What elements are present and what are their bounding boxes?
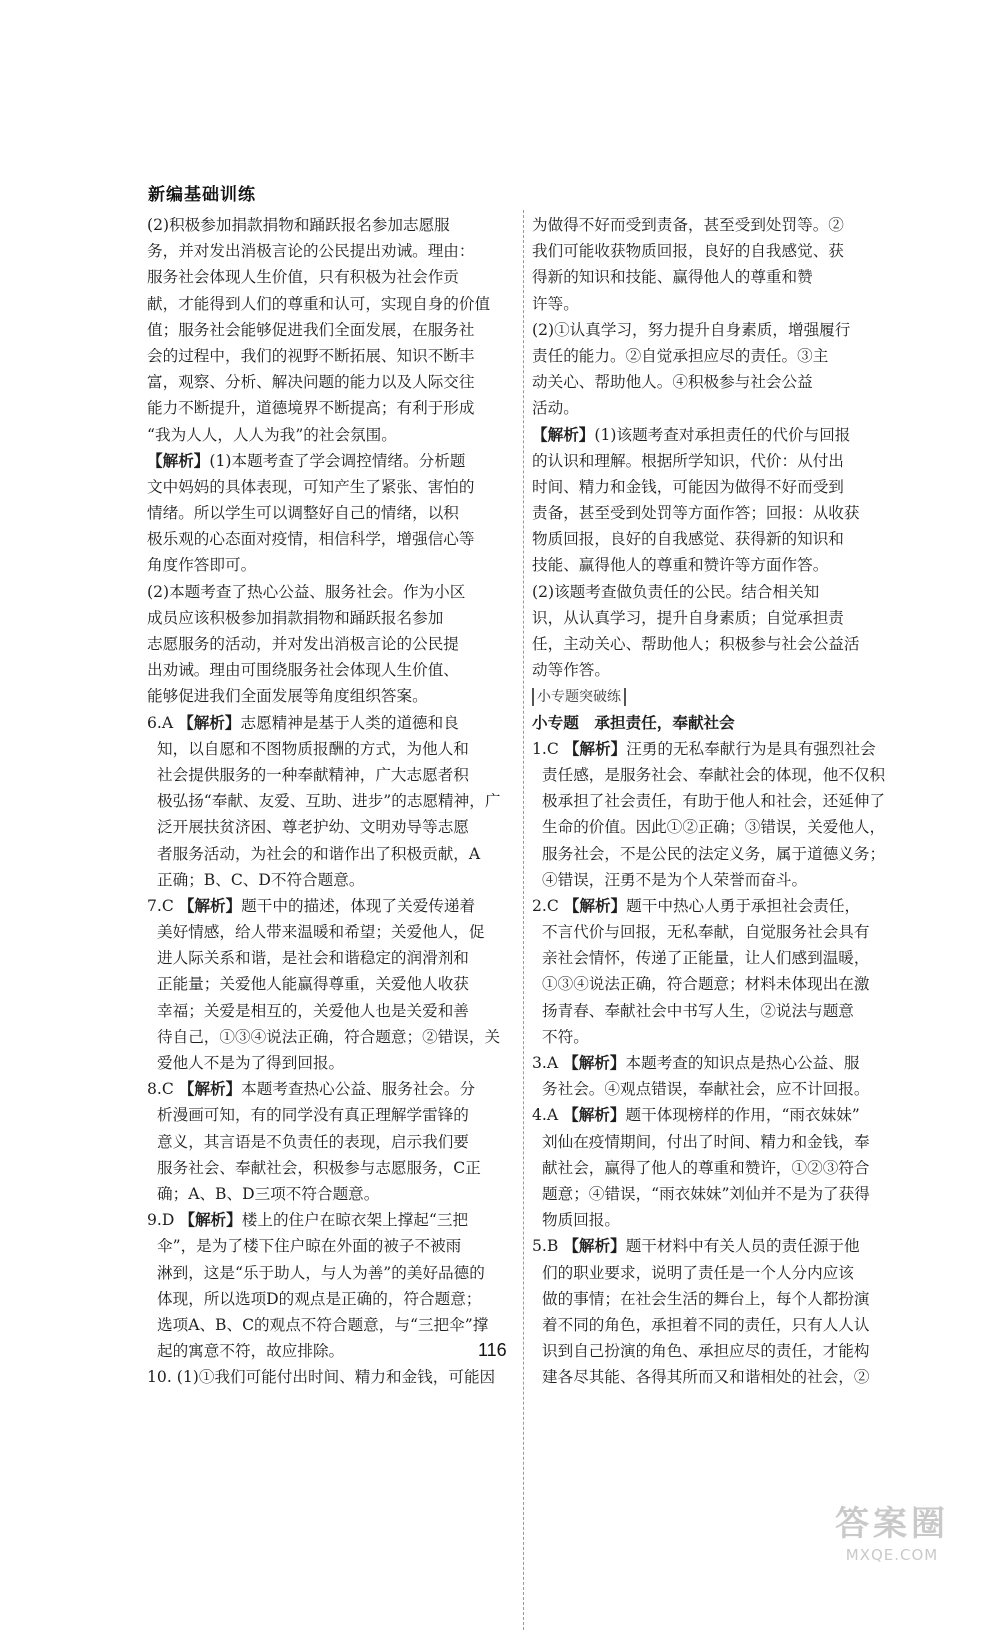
text-line — [532, 841, 902, 867]
text-line — [532, 526, 902, 552]
line-text: (2)积极参加捐款捐物和踊跃报名参加志愿服 — [147, 216, 450, 234]
line-text: 题干中的描述，体现了关爱传递着 — [241, 896, 476, 915]
text-line — [532, 1155, 902, 1181]
right-column — [532, 212, 902, 1390]
line-text: 富，观察、分析、解决问题的能力以及人际交往 — [147, 373, 475, 392]
line-text: 不符。 — [542, 1027, 589, 1046]
question-number: 3.A — [532, 1054, 559, 1072]
page-number: 116 — [478, 1340, 507, 1360]
text-line — [532, 1024, 902, 1050]
text-line — [532, 683, 902, 709]
analysis-label: 【解析】 — [178, 713, 241, 732]
line-text: 着不同的角色，承担着不同的责任，只有人人认 — [542, 1315, 870, 1334]
line-text: 建各尽其能、各得其所而又和谐相处的社会，② — [542, 1368, 870, 1387]
text-line — [532, 1207, 902, 1233]
line-text: 成员应该积极参加捐款捐物和踊跃报名参加 — [147, 608, 444, 627]
line-text: 得新的知识和技能、赢得他人的尊重和赞 — [532, 268, 813, 287]
analysis-label: 【解析】 — [178, 896, 242, 915]
text-line — [532, 762, 902, 788]
text-line — [147, 395, 515, 421]
text-line — [532, 212, 902, 238]
line-text: 楼上的住户在晾衣架上撑起“三把 — [241, 1211, 469, 1230]
line-text: 的认识和理解。根据所学知识，代价：从付出 — [532, 451, 844, 470]
text-line — [532, 474, 902, 500]
text-line — [532, 448, 902, 474]
text-line — [532, 998, 902, 1024]
text-line — [147, 1181, 515, 1207]
line-text: 物质回报，良好的自我感觉、获得新的知识和 — [532, 530, 844, 549]
line-text: 伞”，是为了楼下住户晾在外面的被子不被雨 — [157, 1237, 462, 1256]
text-line — [147, 919, 515, 945]
line-text: 本题考查热心公益、服务社会。分 — [241, 1080, 476, 1099]
text-line — [147, 631, 515, 657]
line-text: 正确；B、C、D不符合题意。 — [157, 870, 365, 889]
line-text: (1)①我们可能付出时间、精力和金钱，可能因 — [176, 1368, 496, 1387]
line-text: 知，以自愿和不图物质报酬的方式，为他人和 — [157, 739, 469, 758]
line-text: 汪勇的无私奉献行为是具有强烈社会 — [626, 739, 876, 758]
text-line — [532, 1260, 902, 1286]
text-line — [532, 369, 902, 395]
line-text: 社会提供服务的一种奉献精神，广大志愿者积 — [157, 765, 469, 784]
text-line — [147, 552, 515, 578]
line-text: 技能、赢得他人的尊重和赞许等方面作答。 — [532, 556, 829, 575]
line-text: (1)该题考查对承担责任的代价与回报 — [594, 425, 851, 444]
text-line — [532, 500, 902, 526]
text-line — [147, 1129, 515, 1155]
text-line — [532, 1286, 902, 1312]
line-text: 题干材料中有关人员的责任源于他 — [625, 1237, 860, 1256]
left-column — [147, 212, 515, 1390]
line-text: 献社会，赢得了他人的尊重和赞许，①②③符合 — [542, 1158, 870, 1177]
text-line — [147, 788, 515, 814]
line-text: 正能量；关爱他人能赢得尊重，关爱他人收获 — [157, 975, 469, 994]
line-text: 务社会。④观点错误，奉献社会，应不计回报。 — [542, 1080, 870, 1099]
line-text: (1)本题考查了学会调控情绪。分析题 — [209, 451, 466, 470]
text-line — [532, 343, 902, 369]
line-text: 本题考查的知识点是热心公益、服 — [625, 1054, 860, 1072]
line-text: 爱他人不是为了得到回报。 — [157, 1054, 345, 1072]
text-line — [532, 1312, 902, 1338]
line-text: 物质回报。 — [542, 1211, 620, 1230]
line-text: 志愿服务的活动，并对发出消极言论的公民提 — [147, 635, 459, 653]
question-number: 9.D — [147, 1211, 175, 1230]
question-number: 7.C — [147, 896, 174, 915]
text-line — [147, 1207, 515, 1233]
text-line — [532, 893, 902, 919]
line-text: 做的事情；在社会生活的舞台上，每个人都扮演 — [542, 1289, 870, 1308]
line-text: 者服务活动，为社会的和谐作出了积极贡献，A — [157, 844, 481, 863]
text-line — [147, 683, 515, 709]
text-line — [147, 1102, 515, 1128]
text-line — [147, 762, 515, 788]
text-line — [532, 1050, 902, 1076]
line-text: “我为人人，人人为我”的社会氛围。 — [147, 425, 397, 444]
text-line — [147, 1338, 515, 1364]
text-line — [147, 1260, 515, 1286]
text-line — [147, 238, 515, 264]
line-text: 会的过程中，我们的视野不断拓展、知识不断丰 — [147, 346, 475, 365]
text-line — [147, 343, 515, 369]
line-text: 值；服务社会能够促进我们全面发展，在服务社 — [147, 320, 475, 339]
line-text: (2)本题考查了热心公益、服务社会。作为小区 — [147, 582, 466, 601]
line-text: 泛开展扶贫济困、尊老护幼、文明劝导等志愿 — [157, 818, 469, 837]
text-line — [147, 526, 515, 552]
line-text: 任，主动关心、帮助他人；积极参与社会公益活 — [532, 635, 860, 653]
question-number: 10. — [147, 1368, 172, 1387]
line-text: 时间、精力和金钱，可能因为做得不好而受到 — [532, 477, 844, 496]
text-line — [147, 448, 515, 474]
text-line — [147, 841, 515, 867]
text-line — [147, 317, 515, 343]
analysis-label: 【解析】 — [563, 1237, 626, 1256]
text-line — [147, 1233, 515, 1259]
line-text: (2)该题考查做负责任的公民。结合相关知 — [532, 582, 820, 601]
text-line — [147, 710, 515, 736]
analysis-label: 【解析】 — [563, 1054, 626, 1072]
text-line — [532, 422, 902, 448]
text-line — [532, 1129, 902, 1155]
text-line — [532, 1364, 902, 1390]
question-number: 4.A — [532, 1106, 559, 1125]
line-text: 服务社会，不是公民的法定义务，属于道德义务； — [542, 844, 886, 863]
text-line — [532, 710, 902, 736]
line-text: 责任的能力。②自觉承担应尽的责任。③主 — [532, 346, 829, 365]
line-text: 生命的价值。因此①②正确；③错误，关爱他人， — [542, 818, 886, 837]
line-text: 我们可能收获物质回报，良好的自我感觉、获 — [532, 242, 844, 261]
text-line — [147, 1286, 515, 1312]
section-title: 小专题 承担责任，奉献社会 — [532, 713, 735, 732]
text-line — [147, 998, 515, 1024]
text-line — [147, 814, 515, 840]
text-line — [147, 579, 515, 605]
line-text: 刘仙在疫情期间，付出了时间、精力和金钱，奉 — [542, 1132, 870, 1151]
line-text: 为做得不好而受到责备，甚至受到处罚等。② — [532, 216, 844, 234]
line-text: 角度作答即可。 — [147, 556, 257, 575]
question-number: 5.B — [532, 1237, 559, 1256]
line-text: 扬青春、奉献社会中书写人生，②说法与题意 — [542, 1001, 854, 1020]
line-text: ④错误，汪勇不是为个人荣誉而奋斗。 — [542, 870, 808, 889]
line-text: 亲社会情怀，传递了正能量，让人们感到温暖， — [542, 949, 870, 968]
text-line — [147, 500, 515, 526]
text-line — [532, 971, 902, 997]
text-line — [147, 474, 515, 500]
line-text: 进人际关系和谐，是社会和谐稳定的润滑剂和 — [157, 949, 469, 968]
text-line — [147, 1024, 515, 1050]
text-line — [147, 736, 515, 762]
text-line — [532, 395, 902, 421]
line-text: 们的职业要求，说明了责任是一个人分内应该 — [542, 1263, 854, 1282]
section-header: 新编基础训练 — [148, 185, 256, 205]
line-text: 题干中热心人勇于承担社会责任， — [626, 896, 861, 915]
text-line — [532, 1076, 902, 1102]
line-text: 能够促进我们全面发展等角度组织答案。 — [147, 687, 428, 706]
analysis-label: 【解析】 — [179, 1211, 242, 1230]
line-text: 能力不断提升，道德境界不断提高；有利于形成 — [147, 399, 475, 418]
line-text: ①③④说法正确，符合题意；材料未体现出在激 — [542, 975, 870, 994]
text-line — [147, 1312, 515, 1338]
text-line — [532, 788, 902, 814]
line-text: 动等作答。 — [532, 661, 610, 680]
line-text: 服务社会体现人生价值，只有积极为社会作贡 — [147, 268, 459, 287]
line-text: 责备，甚至受到处罚等方面作答；回报：从收获 — [532, 504, 860, 523]
text-line — [532, 579, 902, 605]
line-text: 务，并对发出消极言论的公民提出劝诫。理由： — [147, 242, 475, 261]
text-line — [147, 893, 515, 919]
line-text: 确；A、B、D三项不符合题意。 — [157, 1184, 380, 1203]
analysis-label: 【解析】 — [532, 425, 595, 444]
line-text: (2)①认真学习，努力提升自身素质，增强履行 — [532, 320, 851, 339]
line-text: 题干体现榜样的作用，“雨衣妹妹” — [625, 1106, 860, 1125]
line-text: 识，从认真学习，提升自身素质；自觉承担责 — [532, 608, 844, 627]
text-line — [532, 657, 902, 683]
line-text: 极乐观的心态面对疫情，相信科学，增强信心等 — [147, 530, 475, 549]
text-line — [147, 971, 515, 997]
text-line — [532, 631, 902, 657]
text-line — [532, 264, 902, 290]
text-line — [147, 422, 515, 448]
line-text: 文中妈妈的具体表现，可知产生了紧张、害怕的 — [147, 477, 475, 496]
line-text: 动关心、帮助他人。④积极参与社会公益 — [532, 373, 813, 392]
line-text: 题意；④错误，“雨衣妹妹”刘仙并不是为了获得 — [542, 1184, 870, 1203]
watermark — [812, 1502, 972, 1582]
analysis-label: 【解析】 — [563, 896, 627, 915]
text-line — [532, 238, 902, 264]
line-text: 极承担了社会责任，有助于他人和社会，还延伸了 — [542, 792, 886, 811]
text-line — [532, 605, 902, 631]
analysis-label: 【解析】 — [563, 1106, 626, 1125]
text-line — [147, 212, 515, 238]
line-text: 不言代价与回报，无私奉献，自觉服务社会具有 — [542, 923, 870, 942]
text-line — [147, 1076, 515, 1102]
line-text: 情绪。所以学生可以调整好自己的情绪，以积 — [147, 504, 459, 523]
line-text: 待自己，①③④说法正确，符合题意；②错误，关 — [157, 1027, 501, 1046]
section-tag: 小专题突破练 — [532, 688, 626, 706]
line-text: 出劝诫。理由可围绕服务社会体现人生价值、 — [147, 661, 459, 680]
text-line — [147, 291, 515, 317]
line-text: 极弘扬“奉献、友爱、互助、进步”的志愿精神，广 — [157, 792, 501, 811]
text-line — [532, 1102, 902, 1128]
analysis-label: 【解析】 — [563, 739, 627, 758]
text-line — [147, 945, 515, 971]
line-text: 许等。 — [532, 294, 579, 313]
text-line — [532, 317, 902, 343]
text-line — [147, 867, 515, 893]
text-line — [532, 291, 902, 317]
text-line — [532, 1338, 902, 1364]
line-text: 起的寓意不符，故应排除。 — [157, 1342, 345, 1361]
text-line — [532, 1233, 902, 1259]
text-line — [147, 369, 515, 395]
line-text: 体现，所以选项D的观点是正确的，符合题意； — [157, 1289, 482, 1308]
line-text: 活动。 — [532, 399, 579, 418]
text-line — [532, 736, 902, 762]
line-text: 意义，其言语是不负责任的表现，启示我们要 — [157, 1132, 469, 1151]
text-line — [532, 867, 902, 893]
line-text: 责任感，是服务社会、奉献社会的体现，他不仅积 — [542, 765, 886, 784]
text-line — [147, 605, 515, 631]
text-line — [532, 552, 902, 578]
text-line — [147, 657, 515, 683]
question-number: 1.C — [532, 739, 559, 758]
text-line — [147, 1050, 515, 1076]
line-text: 识到自己扮演的角色、承担应尽的责任，才能构 — [542, 1342, 870, 1361]
text-line — [532, 814, 902, 840]
analysis-label: 【解析】 — [178, 1080, 242, 1099]
line-text: 选项A、B、C的观点不符合题意，与“三把伞”撑 — [157, 1315, 489, 1334]
watermark-logo: 答案圈 — [835, 1504, 949, 1544]
text-line — [147, 1155, 515, 1181]
text-line — [532, 945, 902, 971]
column-divider — [523, 210, 524, 1630]
line-text: 淋到，这是“乐于助人，与人为善”的美好品德的 — [157, 1263, 485, 1282]
text-line — [532, 919, 902, 945]
question-number: 2.C — [532, 896, 559, 915]
watermark-url: MXQE.COM — [845, 1546, 939, 1564]
line-text: 析漫画可知，有的同学没有真正理解学雷锋的 — [157, 1106, 469, 1125]
line-text: 志愿精神是基于人类的道德和良 — [240, 713, 459, 732]
question-number: 6.A — [147, 713, 174, 732]
text-line — [532, 1181, 902, 1207]
text-line — [147, 1364, 515, 1390]
question-number: 8.C — [147, 1080, 174, 1099]
analysis-label: 【解析】 — [147, 451, 210, 470]
line-text: 服务社会、奉献社会，积极参与志愿服务，C正 — [157, 1158, 481, 1177]
text-line — [147, 264, 515, 290]
line-text: 献，才能得到人们的尊重和认可，实现自身的价值 — [147, 294, 491, 313]
line-text: 美好情感，给人带来温暖和希望；关爱他人，促 — [157, 923, 485, 942]
line-text: 幸福；关爱是相互的，关爱他人也是关爱和善 — [157, 1001, 469, 1020]
